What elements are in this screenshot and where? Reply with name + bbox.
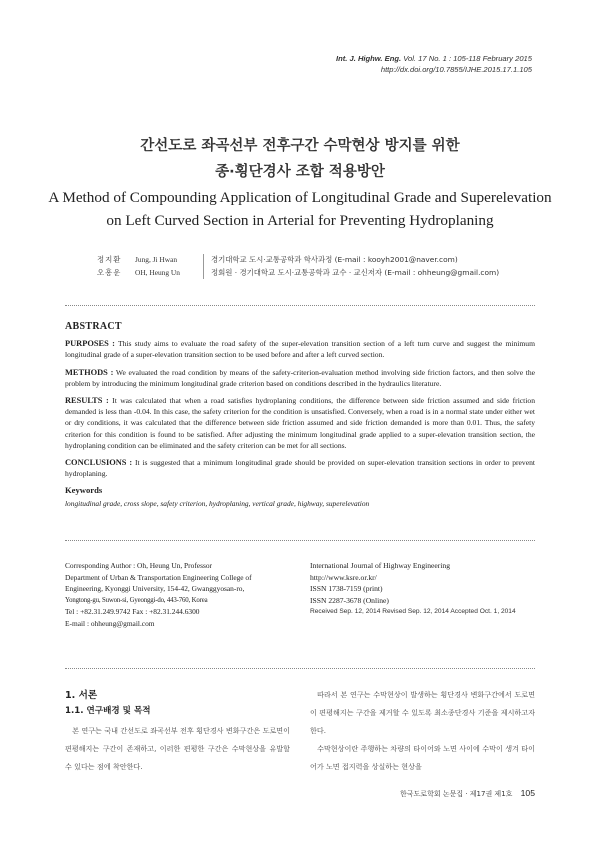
divider: [65, 305, 535, 306]
abstract-purposes: [65, 338, 535, 360]
keywords-list: longitudinal grade, cross slope, safety criterion, hydroplaning, vertical grade, highway, superelevation: [65, 498, 370, 508]
title-english-line2: on Left Curved Section in Arterial for Preventing Hydroplaning: [106, 212, 494, 229]
abstract-methods: [65, 367, 535, 389]
body-column-right: [310, 686, 535, 776]
author-row: [97, 267, 499, 280]
methods-label: METHODS :: [65, 367, 114, 377]
methods-text: We evaluated the road condition by means of the safety-criterion-evaluation method involving side friction factors, and then solve the problem by introducing the minimum longitudinal grade criterion based on conditions described in the hydraulics literature.: [65, 367, 535, 388]
received-dates: Received Sep. 12, 2014 Revised Sep. 12, 2014 Accepted Oct. 1, 2014: [310, 608, 516, 616]
corr-line: Corresponding Author : Oh, Heung Un, Professor: [65, 561, 212, 570]
corr-line: Engineering, Kyonggi University, 154-42, Gwanggyosan-ro,: [65, 584, 245, 594]
keywords-heading: Keywords: [65, 485, 103, 496]
body-paragraph: 수막현상이란 주행하는 차량의 타이어와 노면 사이에 수막이 생겨 타이어가 노면 접지력을 상실하는 현상을: [310, 744, 535, 771]
abstract-results: [65, 395, 535, 451]
journal-abbrev: Int. J. Highw. Eng.: [336, 54, 402, 63]
author-name-kr: 정지환: [97, 255, 122, 264]
journal-issue: Vol. 17 No. 1 : 105-118 February 2015: [403, 54, 532, 63]
title-korean: [0, 133, 600, 185]
abstract: [65, 321, 535, 509]
author-name-kr: 오흥운: [97, 267, 122, 277]
section-heading: 1. 서론: [65, 690, 98, 701]
corr-line: Yongtong-gu, Suwon-si, Gyeonggi-do, 443-760, Korea: [65, 596, 208, 604]
issn-print: ISSN 1738-7159 (print): [310, 584, 383, 594]
title-english-line1: A Method of Compounding Application of Longitudinal Grade and Superelevation: [48, 189, 552, 206]
corr-email[interactable]: E-mail : ohheung@gmail.com: [65, 618, 155, 628]
divider: [65, 540, 535, 541]
abstract-heading: ABSTRACT: [65, 321, 122, 332]
author-row: [97, 254, 499, 267]
results-text: It was calculated that when a road satisfies hydroplaning conditions, the difference between side friction assumed and side friction demanded is less than -0.04. In this case, the safety criterion for the condition is unsatisfied. Conversely, when a road is in a normal state under either wet or dry conditions, it was calculated that the difference between side friction assumed and side friction demanded is more than 0.01. Thus, the safety criterion for this condition is found to be satisfied. After adjusting the minimum longitudinal grade applied to a super-elevation transition section, the hydroplaning condition can be eliminated and the safety criterion can be met for all sections.: [65, 396, 535, 450]
author-affiliation: 정회원 · 경기대학교 도시·교통공학과 교수 · 교신저자 (E-mail : ohheung@gmail.com): [203, 267, 499, 280]
title-korean-line1: 간선도로 좌곡선부 전후구간 수막현상 방지를 위한: [140, 138, 460, 154]
author-name-en: Jung, Ji Hwan: [135, 255, 178, 264]
journal-info: [310, 560, 540, 618]
journal-name: International Journal of Highway Engineering: [310, 561, 451, 570]
abstract-conclusions: [65, 457, 535, 479]
author-affiliation: 경기대학교 도시·교통공학과 학사과정 (E-mail : kooyh2001@naver.com): [203, 254, 458, 267]
page-number: 105: [520, 788, 535, 798]
body-paragraph: 본 연구는 국내 간선도로 좌곡선부 전후 횡단경사 변화구간은 도로면이 편평해지는 구간이 존재하고, 이러한 편평한 구간은 수막현상을 유발할 수 있다는 점에 착안한다.: [65, 726, 290, 771]
results-label: RESULTS :: [65, 396, 109, 406]
corr-line: Tel : +82.31.249.9742 Fax : +82.31.244.6300: [65, 607, 200, 617]
corr-line: Department of Urban & Transportation Engineering College of: [65, 572, 252, 582]
purposes-text: This study aims to evaluate the road safety of the super-elevation transition section of a left turn curve and suggest the minimum longitudinal grade of a super-elevation transition section to be used before and after a left curved section.: [65, 339, 535, 360]
conclusions-label: CONCLUSIONS :: [65, 458, 133, 468]
issn-online: ISSN 2287-3678 (Online): [310, 595, 389, 605]
title-korean-line2: 종·횡단경사 조합 적용방안: [215, 164, 385, 180]
author-name-en: OH, Heung Un: [135, 267, 180, 277]
corresponding-author: [65, 560, 295, 630]
body-column-left: [65, 722, 290, 776]
divider: [65, 668, 535, 669]
footer-source: 한국도로학회 논문집 · 제17권 제1호: [400, 790, 513, 798]
page-footer: [400, 788, 535, 799]
purposes-label: PURPOSES :: [65, 339, 115, 349]
doi-link[interactable]: http://dx.doi.org/10.7855/IJHE.2015.17.1.105: [380, 64, 532, 74]
subsection-heading: 1.1. 연구배경 및 목적: [65, 706, 151, 716]
author-list: [97, 254, 499, 279]
conclusions-text: It is suggested that a minimum longitudinal grade should be provided on super-elevation transition sections in order to prevent hydroplaning.: [65, 458, 535, 479]
body-paragraph: 따라서 본 연구는 수막현상이 발생하는 횡단경사 변화구간에서 도로면이 편평해지는 구간을 제거할 수 있도록 최소종단경사 기준을 제시하고자 한다.: [310, 690, 535, 735]
title-english: [0, 186, 600, 232]
journal-url[interactable]: http://www.ksre.or.kr/: [310, 572, 377, 582]
journal-header: [336, 54, 532, 75]
